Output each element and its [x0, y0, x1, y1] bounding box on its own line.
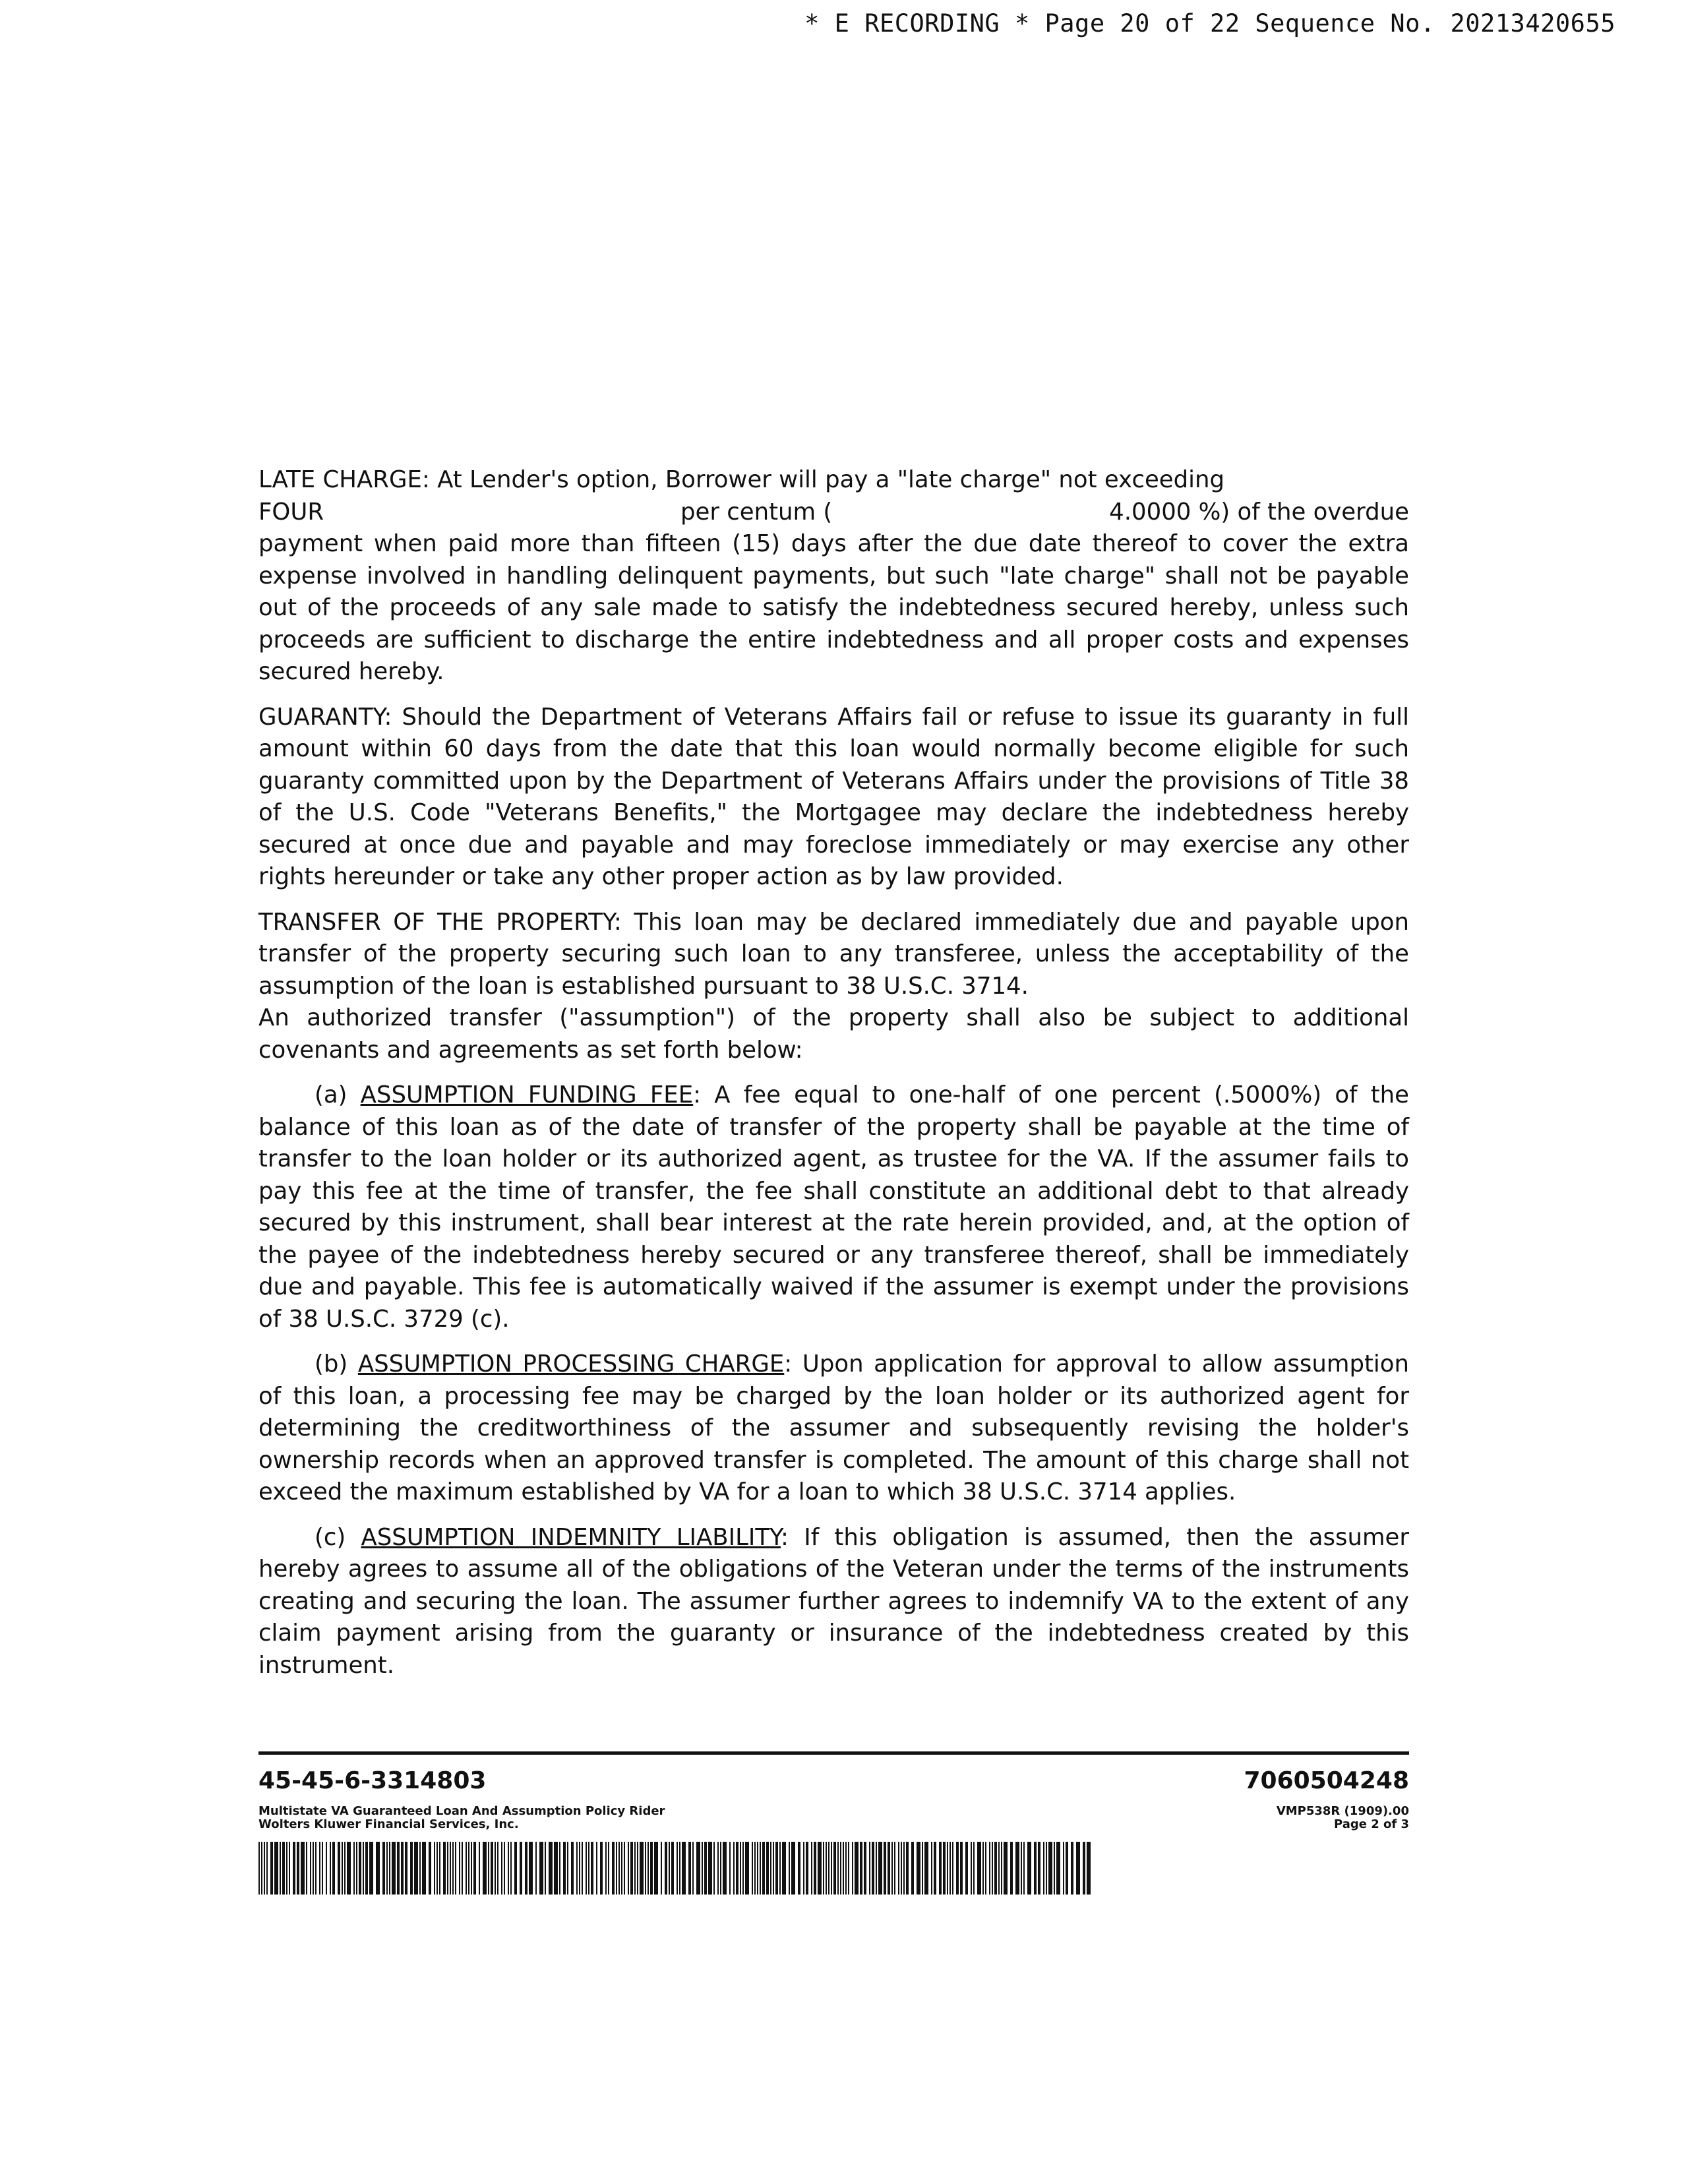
barcode-bar: [745, 1842, 749, 1895]
barcode-bar: [545, 1842, 546, 1895]
clause-b: [258, 1349, 1409, 1509]
barcode-bar: [934, 1842, 936, 1895]
barcode-bar: [931, 1842, 932, 1895]
barcode-bar: [766, 1842, 769, 1895]
barcode-bar: [353, 1842, 355, 1895]
barcode-bar: [319, 1842, 320, 1895]
barcode-bar: [757, 1842, 758, 1895]
barcode-bar: [713, 1842, 715, 1895]
barcode-bar: [608, 1842, 609, 1895]
barcode-bar: [960, 1842, 963, 1895]
barcode-bar: [994, 1842, 997, 1895]
barcode-bar: [939, 1842, 942, 1895]
barcode-bar: [971, 1842, 972, 1895]
barcode-bar: [884, 1842, 886, 1895]
form-code: VMP538R (1909).00: [1276, 1804, 1409, 1818]
barcode-bar: [1004, 1842, 1008, 1895]
barcode-bar: [571, 1842, 574, 1895]
barcode-bar: [369, 1842, 373, 1895]
barcode-bar: [539, 1842, 543, 1895]
transfer-paragraph-2: An authorized transfer ("assumption") of the property shall also be subject to additional covenants and agreements as set forth below:: [258, 1004, 1409, 1064]
barcode-bar: [326, 1842, 327, 1895]
barcode-bar: [1063, 1842, 1064, 1895]
barcode-bar: [621, 1842, 622, 1895]
barcode-bar: [852, 1842, 853, 1895]
barcode-bar: [671, 1842, 674, 1895]
barcode-bar: [501, 1842, 502, 1895]
recording-header: * E RECORDING * Page 20 of 22 Sequence No. 20213420655: [804, 9, 1615, 38]
footer-numbers-row: [258, 1767, 1409, 1796]
barcode-bar: [720, 1842, 721, 1895]
barcode-bar: [628, 1842, 629, 1895]
barcode-bar: [872, 1842, 874, 1895]
barcode-bar: [468, 1842, 469, 1895]
barcode-bar: [818, 1842, 822, 1895]
barcode-bar: [624, 1842, 625, 1895]
barcode-bar: [473, 1842, 476, 1895]
barcode-bar: [717, 1842, 719, 1895]
barcode-bar: [869, 1842, 870, 1895]
footer-rule: [258, 1751, 1409, 1755]
barcode-bar: [973, 1842, 975, 1895]
barcode-bar: [297, 1842, 299, 1895]
barcode-bar: [338, 1842, 340, 1895]
barcode-bar: [419, 1842, 421, 1895]
barcode-bar: [437, 1842, 438, 1895]
barcode-bar: [1015, 1842, 1019, 1895]
barcode-bar: [843, 1842, 844, 1895]
barcode-bar: [330, 1842, 331, 1895]
barcode-bar: [1048, 1842, 1052, 1895]
barcode-bar: [301, 1842, 305, 1895]
barcode-bar: [773, 1842, 774, 1895]
barcode-bar: [702, 1842, 703, 1895]
barcode-bar: [708, 1842, 712, 1895]
barcode-bar: [729, 1842, 731, 1895]
barcode-bar: [906, 1842, 909, 1895]
barcode-bar: [447, 1842, 448, 1895]
form-code-info: [1277, 1805, 1409, 1831]
barcode-bar: [1071, 1842, 1073, 1895]
barcode-bar: [876, 1842, 877, 1895]
barcode-bar: [429, 1842, 431, 1895]
barcode-bar: [840, 1842, 841, 1895]
guaranty-paragraph: GUARANTY: Should the Department of Veterans Affairs fail or refuse to issue its guaranty in full amount within 60 days from the date that this loan would normally become eligible for such guaranty committed upon by the Department of Veterans Affairs under the provisions of Title 38 of the U.S. Code "Veterans Benefits," the Mortgagee may declare the indebtedness hereby secured at once due and payable and may foreclose immediately or may exercise any other rights hereunder or take any other proper action as by law provided.: [258, 703, 1409, 890]
barcode-bar: [770, 1842, 771, 1895]
barcode-bar: [322, 1842, 323, 1895]
barcode-bar: [688, 1842, 691, 1895]
barcode-bar: [760, 1842, 761, 1895]
barcode-bar: [775, 1842, 778, 1895]
barcode-bar: [1043, 1842, 1044, 1895]
barcode-bar: [704, 1842, 707, 1895]
clause-c-prefix: (c): [315, 1523, 361, 1551]
barcode-bar: [483, 1842, 487, 1895]
document-body: [258, 464, 1409, 1695]
barcode-bar: [488, 1842, 489, 1895]
barcode-bar: [679, 1842, 680, 1895]
late-charge-line1: [258, 464, 1409, 497]
barcode-bar: [504, 1842, 505, 1895]
barcode-bar: [582, 1842, 583, 1895]
late-charge-rest: payment when paid more than fifteen (15) days after the due date thereof to cover the extra expense involved in handling delinquent payments, but such "late charge" shall not be payable out of the proceeds of any sale made to satisfy the indebtedness secured hereby, unless such proceeds are sufficient to discharge the entire indebtedness and all proper costs and expenses secured hereby.: [258, 530, 1409, 685]
barcode-bar: [696, 1842, 700, 1895]
barcode-bar: [992, 1842, 993, 1895]
barcode-bar: [742, 1842, 744, 1895]
barcode-bar: [567, 1842, 568, 1895]
barcode-bar: [661, 1842, 662, 1895]
barcode-bar: [508, 1842, 509, 1895]
transfer-paragraph: TRANSFER OF THE PROPERTY: This loan may be declared immediately due and payable upon transfer of the property securing such loan to any transferee, unless the acceptability of the assumption of the loan is established pursuant to 38 U.S.C. 3714.: [258, 908, 1409, 1000]
barcode-bar: [450, 1842, 451, 1895]
barcode-bar: [282, 1842, 285, 1895]
barcode-bar: [640, 1842, 644, 1895]
barcode-bar: [917, 1842, 920, 1895]
barcode-bar: [605, 1842, 607, 1895]
barcode-bar: [376, 1842, 380, 1895]
barcode-bar: [439, 1842, 440, 1895]
barcode-bar: [898, 1842, 899, 1895]
form-title: Multistate VA Guaranteed Loan And Assumption Policy Rider: [258, 1804, 665, 1818]
barcode-bar: [315, 1842, 316, 1895]
barcode-bar: [549, 1842, 553, 1895]
barcode-bar: [855, 1842, 859, 1895]
barcode-bar: [814, 1842, 816, 1895]
form-info: [258, 1805, 665, 1831]
barcode-bar: [280, 1842, 281, 1895]
barcode-bar: [1038, 1842, 1040, 1895]
barcode-bar: [563, 1842, 566, 1895]
barcode-bar: [347, 1842, 351, 1895]
barcode-bar: [310, 1842, 311, 1895]
barcode-bar: [359, 1842, 361, 1895]
barcode-bar: [782, 1842, 786, 1895]
barcode-bar: [789, 1842, 790, 1895]
barcode-bar: [258, 1842, 260, 1895]
barcode-bar: [422, 1842, 426, 1895]
barcode-bar: [342, 1842, 343, 1895]
barcode-bar: [392, 1842, 396, 1895]
barcode-bar: [779, 1842, 781, 1895]
clause-c-body: : If this obligation is assumed, then the assumer hereby agrees to assume all of the obligations of the Veteran under the terms of the instruments creating and securing the loan. The assumer further agrees to indemnify VA to the extent of any claim payment arising from the guaranty or insurance of the indebtedness created by this instrument.: [258, 1523, 1409, 1679]
barcode-bar: [645, 1842, 646, 1895]
barcode-bar: [401, 1842, 404, 1895]
barcode-bar: [459, 1842, 460, 1895]
barcode-bar: [669, 1842, 670, 1895]
clause-b-prefix: (b): [315, 1350, 358, 1378]
barcode-bar: [270, 1842, 273, 1895]
barcode-bar: [1066, 1842, 1068, 1895]
barcode-bar: [989, 1842, 990, 1895]
barcode-bar: [811, 1842, 812, 1895]
barcode-bar: [733, 1842, 735, 1895]
barcode-bar: [491, 1842, 493, 1895]
barcode-bar: [891, 1842, 893, 1895]
barcode-bar: [901, 1842, 902, 1895]
late-charge-rate-line: [258, 497, 1409, 529]
barcode-bar: [740, 1842, 741, 1895]
barcode-bar: [1054, 1842, 1055, 1895]
barcode-bar: [586, 1842, 587, 1895]
barcode-bar: [950, 1842, 951, 1895]
late-charge-rate: 4.0000 %) of the overdue: [1109, 498, 1409, 526]
barcode-bar: [455, 1842, 456, 1895]
barcode-bar: [1046, 1842, 1047, 1895]
barcode-bar: [596, 1842, 597, 1895]
clause-a-prefix: (a): [315, 1081, 361, 1108]
clause-b-body: : Upon application for approval to allow assumption of this loan, a processing fee may be charged by the loan holder or its authorized agent for determining the creditworthiness of the assumer and subsequently revising the holder's ownership records when an approved transfer is completed. The amount of this charge shall not exceed the maximum established by VA for a loan to which 38 U.S.C. 3714 applies.: [258, 1350, 1409, 1505]
barcode-bar: [650, 1842, 653, 1895]
late-charge-amount-words: FOUR: [258, 498, 324, 526]
barcode-bar: [956, 1842, 959, 1895]
barcode-bar: [618, 1842, 620, 1895]
barcode-bar: [878, 1842, 882, 1895]
barcode-bar: [630, 1842, 633, 1895]
barcode-bar: [982, 1842, 984, 1895]
barcode-bar: [525, 1842, 528, 1895]
barcode-bar: [612, 1842, 615, 1895]
barcode-bar: [952, 1842, 953, 1895]
barcode-bar: [1023, 1842, 1025, 1895]
barcode-bar: [864, 1842, 866, 1895]
barcode-bar: [332, 1842, 335, 1895]
loan-number: 45-45-6-3314803: [258, 1767, 487, 1794]
barcode-bar: [922, 1842, 923, 1895]
barcode-bar: [1027, 1842, 1031, 1895]
barcode-bar: [274, 1842, 278, 1895]
barcode-bar: [837, 1842, 839, 1895]
barcode-bar: [471, 1842, 472, 1895]
barcode-bar: [803, 1842, 804, 1895]
barcode-bar: [405, 1842, 407, 1895]
barcode-bar: [452, 1842, 454, 1895]
barcode-bar: [637, 1842, 638, 1895]
barcode-bar: [579, 1842, 580, 1895]
barcode-bar: [977, 1842, 981, 1895]
barcode-bar: [313, 1842, 314, 1895]
barcode-bar: [554, 1842, 558, 1895]
barcode-bar: [943, 1842, 946, 1895]
barcode-bar: [798, 1842, 800, 1895]
document-footer: [258, 1751, 1409, 1897]
clause-b-title: ASSUMPTION PROCESSING CHARGE: [357, 1350, 785, 1378]
barcode-bar: [723, 1842, 727, 1895]
barcode-bar: [389, 1842, 390, 1895]
barcode-bar: [1001, 1842, 1002, 1895]
barcode-bar: [386, 1842, 388, 1895]
barcode-bar: [264, 1842, 265, 1895]
barcode-bar: [1076, 1842, 1080, 1895]
barcode-bar: [947, 1842, 948, 1895]
barcode-bar: [848, 1842, 849, 1895]
barcode-bar: [634, 1842, 636, 1895]
barcode-bar: [677, 1842, 678, 1895]
barcode-bar: [833, 1842, 836, 1895]
barcode-bar: [665, 1842, 667, 1895]
barcode-bar: [289, 1842, 290, 1895]
barcode-bar: [363, 1842, 364, 1895]
barcode-bar: [559, 1842, 560, 1895]
barcode-bar: [985, 1842, 986, 1895]
barcode-bar: [894, 1842, 895, 1895]
barcode-bar: [529, 1842, 533, 1895]
barcode-bar: [479, 1842, 480, 1895]
barcode-bar: [1034, 1842, 1037, 1895]
barcode-bar: [588, 1842, 589, 1895]
barcode-bar: [826, 1842, 827, 1895]
barcode-bar: [888, 1842, 890, 1895]
barcode-bar: [924, 1842, 928, 1895]
barcode-bar: [791, 1842, 795, 1895]
barcode-bar: [911, 1842, 914, 1895]
barcode-bar: [831, 1842, 832, 1895]
footer-info-row: [258, 1805, 1409, 1831]
barcode-bar: [286, 1842, 287, 1895]
barcode-bar: [965, 1842, 968, 1895]
barcode-bar: [497, 1842, 498, 1895]
late-charge-line1-text: LATE CHARGE: At Lender's option, Borrower will pay a "late charge" not exceeding: [258, 466, 1225, 493]
barcode-bar: [293, 1842, 295, 1895]
late-charge-per-centum: per centum (: [680, 498, 833, 526]
barcode-bar: [514, 1842, 517, 1895]
late-charge-paragraph: [258, 464, 1409, 688]
barcode-bar: [828, 1842, 829, 1895]
barcode-bar: [736, 1842, 738, 1895]
barcode-bar: [356, 1842, 357, 1895]
barcode-bar: [903, 1842, 905, 1895]
barcode-bar: [397, 1842, 400, 1895]
barcode-bar: [682, 1842, 686, 1895]
barcode-bar: [382, 1842, 385, 1895]
barcode-bar: [410, 1842, 413, 1895]
page-of: Page 2 of 3: [1334, 1817, 1409, 1831]
barcode-bar: [365, 1842, 368, 1895]
barcode-bar: [576, 1842, 578, 1895]
barcode-bar: [535, 1842, 537, 1895]
barcode-bar: [462, 1842, 463, 1895]
barcode-bar: [616, 1842, 617, 1895]
clause-a-title: ASSUMPTION FUNDING FEE: [360, 1081, 694, 1108]
clause-c-title: ASSUMPTION INDEMNITY LIABILITY: [361, 1523, 781, 1551]
barcode-bar: [344, 1842, 346, 1895]
barcode-bar: [860, 1842, 862, 1895]
barcode-bar: [762, 1842, 765, 1895]
barcode-bar: [261, 1842, 262, 1895]
barcode-bar: [845, 1842, 847, 1895]
barcode-bar: [1010, 1842, 1013, 1895]
barcode-bar: [692, 1842, 694, 1895]
barcode-bar: [752, 1842, 753, 1895]
barcode-bar: [443, 1842, 446, 1895]
clause-a: [258, 1079, 1409, 1335]
barcode-bar: [1087, 1842, 1091, 1895]
barcode-bar: [466, 1842, 467, 1895]
barcode-bar: [306, 1842, 307, 1895]
barcode-bar: [806, 1842, 808, 1895]
barcode-bar: [600, 1842, 603, 1895]
barcode-bar: [414, 1842, 418, 1895]
barcode-bar: [998, 1842, 1000, 1895]
barcode-bar: [754, 1842, 756, 1895]
clause-a-body: : A fee equal to one-half of one percent (.5000%) of the balance of this loan as of the date of transfer of the property shall be payable at the time of transfer to the loan holder or its authorized agent, as trustee for the VA. If the assumer fails to pay this fee at the time of transfer, the fee shall constitute an additional debt to that already secured by this instrument, shall bear interest at the rate herein provided, and, at the option of the payee of the indebtedness hereby secured or any transferee thereof, shall be immediately due and payable. This fee is automatically waived if the assumer is exempt under the provisions of 38 U.S.C. 3729 (c).: [258, 1081, 1409, 1333]
reference-number: 7060504248: [1244, 1767, 1409, 1794]
barcode-bar: [1083, 1842, 1085, 1895]
barcode-bar: [434, 1842, 435, 1895]
barcode-bar: [654, 1842, 658, 1895]
clause-c: [258, 1522, 1409, 1682]
barcode-bar: [823, 1842, 824, 1895]
barcode-bar: [495, 1842, 496, 1895]
barcode-bar: [266, 1842, 268, 1895]
barcode-bar: [1021, 1842, 1022, 1895]
publisher: Wolters Kluwer Financial Services, Inc.: [258, 1817, 519, 1831]
barcode: [258, 1842, 1091, 1895]
barcode-bar: [591, 1842, 593, 1895]
barcode-bar: [1056, 1842, 1060, 1895]
barcode-bar: [648, 1842, 649, 1895]
barcode-bar: [520, 1842, 522, 1895]
barcode-bar: [510, 1842, 512, 1895]
